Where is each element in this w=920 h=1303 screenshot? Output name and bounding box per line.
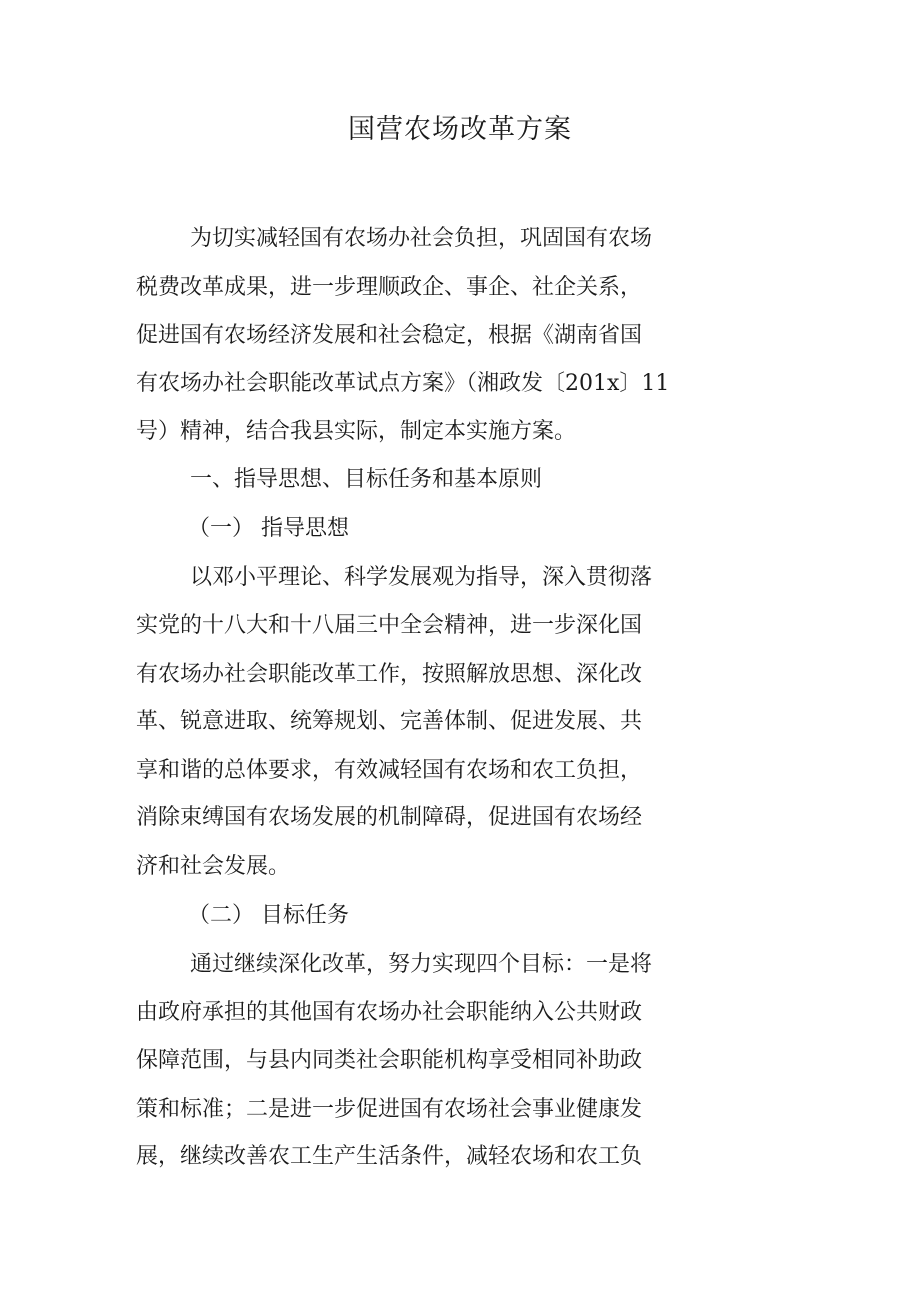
paragraph-line: 有农场办社会职能改革试点方案》（湘政发〔201x〕11: [136, 371, 670, 396]
paragraph-line: 实党的十八大和十八届三中全会精神，进一步深化国: [136, 613, 643, 638]
section-heading: 一、指导思想、目标任务和基本原则: [190, 467, 543, 492]
paragraph-line: 革、锐意进取、统筹规划、完善体制、促进发展、共: [136, 709, 643, 734]
paragraph-line: 由政府承担的其他国有农场办社会职能纳入公共财政: [136, 1000, 643, 1025]
paragraph-line: 消除束缚国有农场发展的机制障碍，促进国有农场经: [136, 805, 643, 830]
paragraph-line: 有农场办社会职能改革工作，按照解放思想、深化改: [136, 662, 643, 687]
paragraph-line: 促进国有农场经济发展和社会稳定，根据《湖南省国: [136, 323, 643, 348]
paragraph-line: 展，继续改善农工生产生活条件，减轻农场和农工负: [136, 1144, 643, 1169]
subsection-heading: （二） 目标任务: [188, 903, 349, 928]
paragraph-line: 通过继续深化改革，努力实现四个目标：一是将: [190, 952, 653, 977]
paragraph-line: 为切实减轻国有农场办社会负担，巩固国有农场: [190, 226, 653, 251]
subsection-heading: （一） 指导思想: [188, 516, 349, 541]
paragraph-line: 济和社会发展。: [136, 854, 291, 879]
paragraph-line: 策和标准；二是进一步促进国有农场社会事业健康发: [136, 1097, 643, 1122]
document-title: 国营农场改革方案: [348, 114, 572, 145]
paragraph-line: 保障范围，与县内同类社会职能机构享受相同补助政: [136, 1048, 643, 1073]
paragraph-line: 税费改革成果，进一步理顺政企、事企、社企关系，: [136, 275, 643, 300]
paragraph-line: 享和谐的总体要求，有效减轻国有农场和农工负担，: [136, 758, 643, 783]
paragraph-line: 以邓小平理论、科学发展观为指导，深入贯彻落: [190, 565, 653, 590]
paragraph-line: 号）精神，结合我县实际，制定本实施方案。: [136, 419, 577, 444]
